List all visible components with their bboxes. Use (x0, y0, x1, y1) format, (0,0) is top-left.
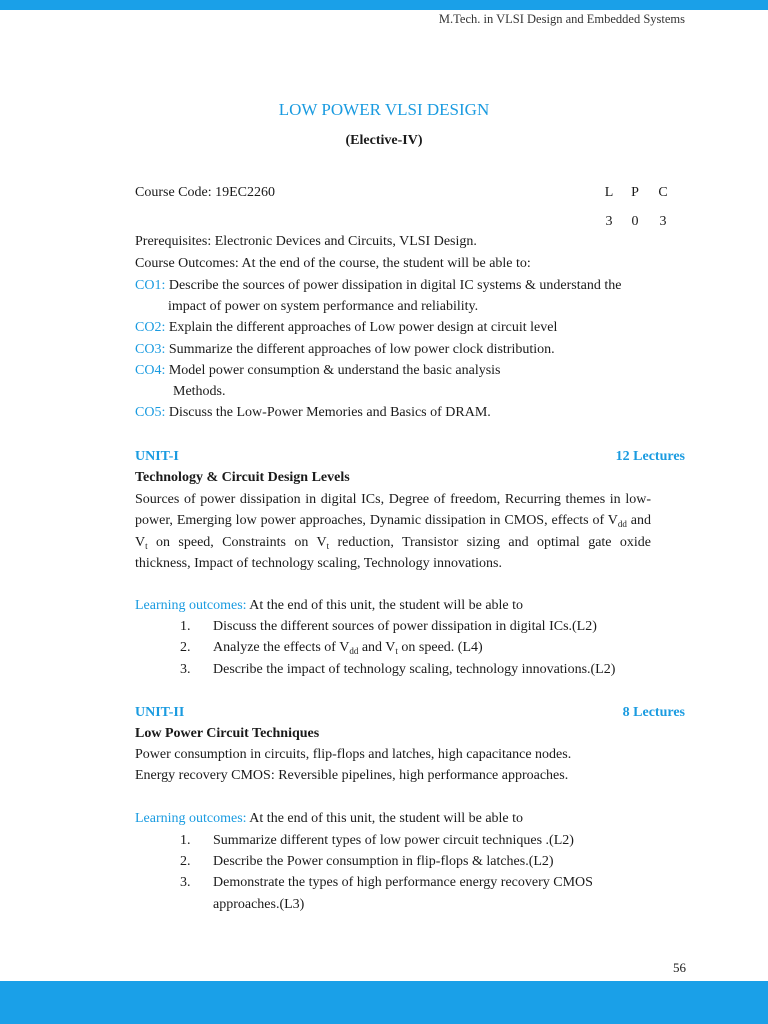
unit-lectures: 12 Lectures (615, 449, 685, 464)
list-number: 1. (180, 619, 191, 634)
co-text-continued: impact of power on system performance and reliability. (168, 299, 479, 314)
subscript: t (326, 540, 330, 551)
unit-header (135, 449, 685, 465)
lpc-value-p: 0 (631, 214, 639, 229)
unit-heading: Technology & Circuit Design Levels (135, 470, 350, 485)
learning-outcomes (135, 598, 523, 614)
learning-outcomes-label: Learning outcomes: (135, 811, 247, 826)
para-text: on speed, Constraints on V (147, 534, 327, 550)
list-item: Summarize different types of low power circuit techniques .(L2) (213, 833, 574, 848)
para-line: low-power, Emerging low power approaches, Dynamic dissipation in CMOS, effects (135, 492, 651, 529)
para-line: Energy recovery CMOS: Reversible pipelines, high performance approaches. (135, 768, 569, 783)
co-text: Explain the different approaches of Low power design at circuit level (168, 320, 558, 335)
para-text: of V (592, 513, 618, 529)
list-number: 3. (180, 662, 191, 677)
learning-outcomes (135, 811, 523, 827)
list-item (213, 640, 483, 656)
lpc-header-p: P (631, 185, 639, 200)
subscript: dd (349, 646, 359, 656)
lpc-value-c: 3 (659, 214, 667, 229)
co-tag: CO1: (135, 278, 166, 293)
list-text: on speed. (L4) (397, 640, 483, 655)
co-tag: CO3: (135, 342, 166, 357)
course-title: LOW POWER VLSI DESIGN (278, 100, 490, 119)
lpc-header-c: C (658, 185, 668, 200)
course-code: Course Code: 19EC2260 (135, 185, 275, 200)
co-text: Model power consumption & understand the basic analysis (168, 363, 501, 378)
para-line: gate oxide thickness, Impact of technology scaling, Technology innovations. (135, 534, 652, 571)
prerequisites: Prerequisites: Electronic Devices and Circuits, VLSI Design. (135, 234, 477, 249)
list-text: Analyze the effects of V (213, 640, 350, 655)
page-number: 56 (673, 960, 686, 975)
list-number: 3. (180, 875, 191, 890)
co-tag: CO5: (135, 405, 166, 420)
unit-lectures: 8 Lectures (622, 705, 685, 720)
running-head: M.Tech. in VLSI Design and Embedded Systems (438, 12, 685, 26)
subscript: t (145, 540, 148, 551)
learning-outcomes-text: At the end of this unit, the student will be able to (246, 598, 524, 613)
list-item: Discuss the different sources of power dissipation in digital ICs.(L2) (213, 619, 597, 634)
para-text: reduction, Transistor sizing and optimal (329, 534, 580, 550)
lpc-value-l: 3 (605, 214, 613, 229)
unit-syllabus-paragraph (135, 489, 651, 574)
unit-label: UNIT-I (135, 449, 179, 464)
list-number: 1. (180, 833, 191, 848)
co-tag: CO2: (135, 320, 166, 335)
course-subtitle: (Elective-IV) (345, 133, 423, 148)
co-item (135, 405, 491, 421)
unit-heading: Low Power Circuit Techniques (135, 726, 320, 741)
list-number: 2. (180, 640, 191, 655)
subscript: t (395, 646, 398, 656)
co-item (135, 320, 557, 336)
para-text: and V (135, 513, 651, 550)
list-item: Describe the Power consumption in flip-flops & latches.(L2) (213, 854, 554, 869)
para-line: Sources of power dissipation in digital ICs, Degree of freedom, Recurring themes in (135, 492, 621, 507)
co-item (135, 342, 555, 358)
top-accent-bar (0, 0, 768, 10)
learning-outcomes-text: At the end of this unit, the student will be able to (246, 811, 524, 826)
co-item (135, 363, 501, 379)
unit-label: UNIT-II (135, 705, 185, 720)
co-text: Discuss the Low-Power Memories and Basics of DRAM. (168, 405, 491, 420)
co-text-continued: Methods. (173, 384, 226, 399)
para-line: Power consumption in circuits, flip-flops and latches, high capacitance nodes. (135, 747, 572, 762)
co-item (135, 278, 621, 294)
subscript: dd (617, 519, 627, 530)
list-item-continued: approaches.(L3) (213, 897, 305, 912)
lpc-header-l: L (604, 185, 614, 200)
co-tag: CO4: (135, 363, 166, 378)
bottom-accent-bar (0, 981, 768, 1024)
co-text: Describe the sources of power dissipation in digital IC systems & understand the (168, 278, 622, 293)
list-item: Demonstrate the types of high performance energy recovery CMOS (213, 875, 593, 890)
unit-header (135, 705, 685, 721)
learning-outcomes-label: Learning outcomes: (135, 598, 247, 613)
course-outcomes-intro: Course Outcomes: At the end of the course, the student will be able to: (135, 256, 531, 271)
list-text: and V (358, 640, 396, 655)
list-number: 2. (180, 854, 191, 869)
list-item: Describe the impact of technology scaling, technology innovations.(L2) (213, 662, 616, 677)
co-text: Summarize the different approaches of low power clock distribution. (168, 342, 555, 357)
